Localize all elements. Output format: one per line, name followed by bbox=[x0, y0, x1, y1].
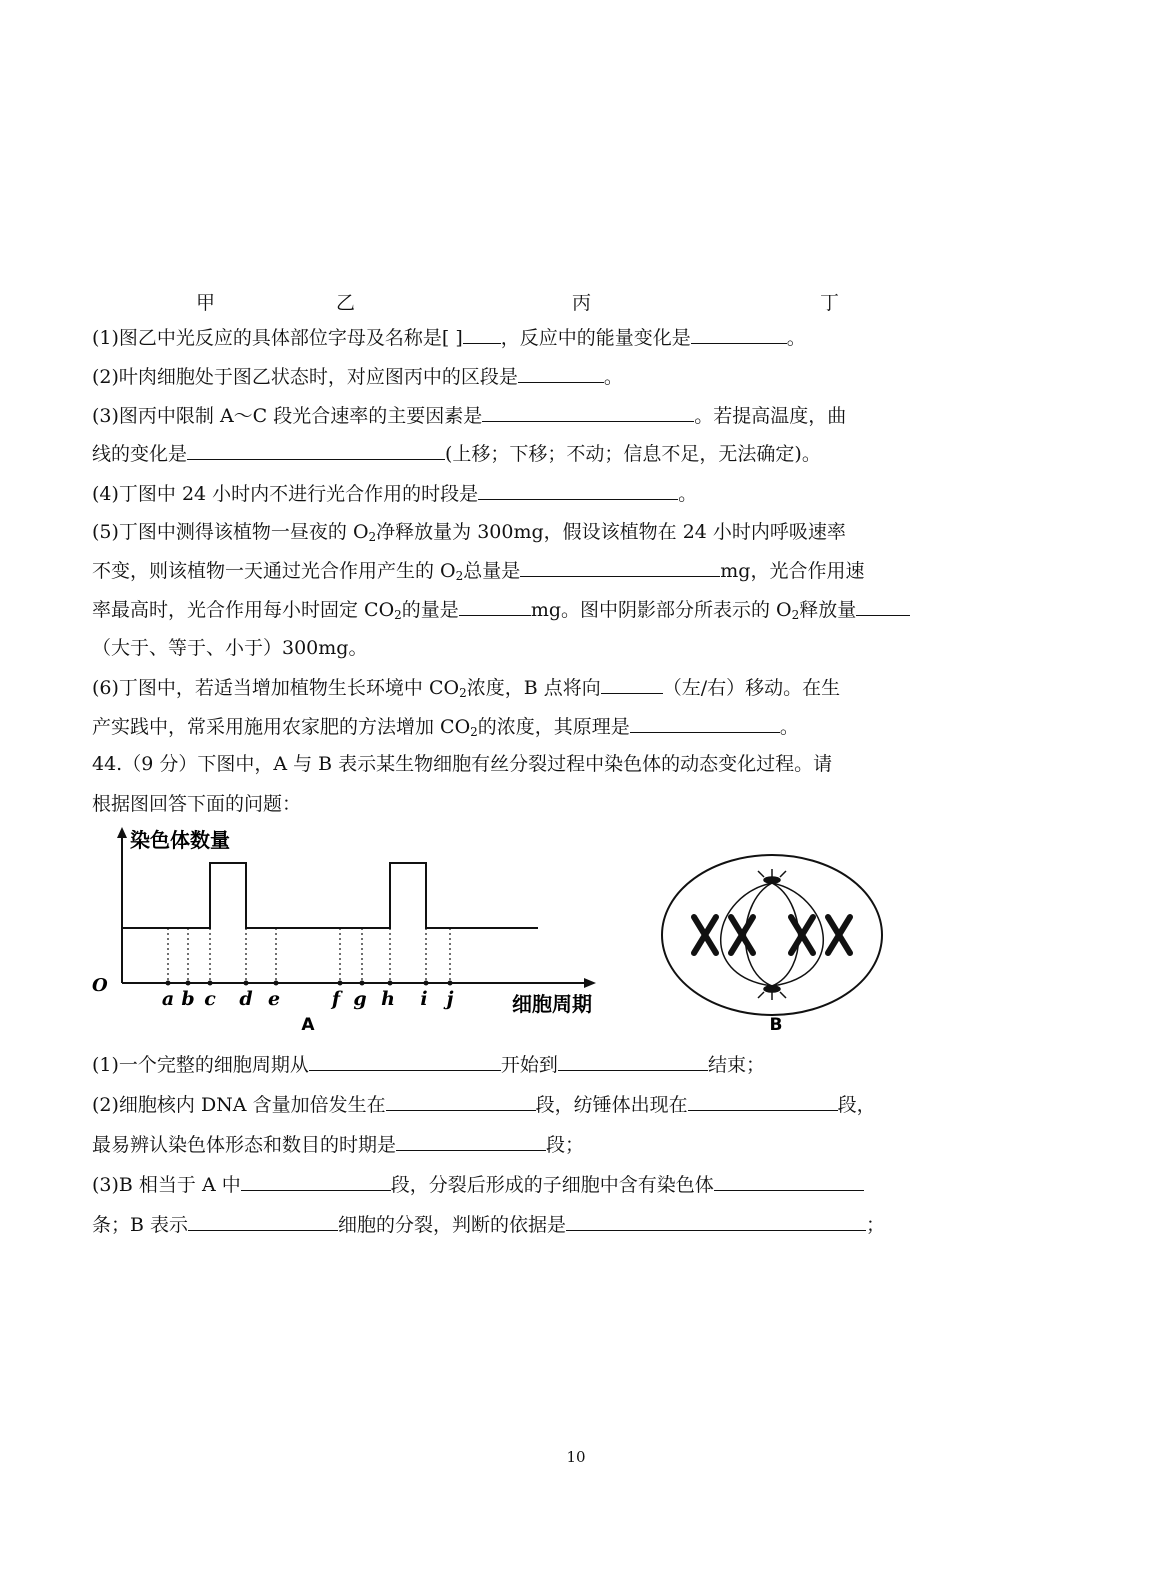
q43-line-5: (4)丁图中 24 小时内不进行光合作用的时段是 。 bbox=[92, 483, 698, 505]
point-label-f: f bbox=[331, 988, 341, 1010]
x-axis-label: 细胞周期 bbox=[512, 992, 592, 1016]
figure-b-caption: B bbox=[769, 1015, 783, 1035]
y-axis-label: 染色体数量 bbox=[130, 828, 230, 852]
point-label-e: e bbox=[267, 988, 281, 1010]
q44-line-4: (2)细胞核内 DNA 含量加倍发生在 段，纺锤体出现在 段， bbox=[92, 1094, 876, 1116]
q44-blank-2[interactable] bbox=[558, 1052, 708, 1071]
fig-label-jia: 甲 bbox=[196, 292, 216, 314]
fig-label-bing: 丙 bbox=[572, 292, 592, 314]
q43-blank-7[interactable] bbox=[520, 558, 720, 577]
q43-line-3: (3)图丙中限制 A～C 段光合速率的主要因素是 。若提高温度，曲 bbox=[92, 405, 847, 427]
q43-line-10: (6)丁图中，若适当增加植物生长环境中 $CO_2$浓度，B 点将向 （左/右）移动。在生 bbox=[92, 677, 841, 700]
q43-line-6: (5)丁图中测得该植物一昼夜的 $O_2$净释放量为 300mg，假设该植物在 24 小时内呼吸速率 bbox=[92, 521, 846, 544]
q43-line-7: 不变，则该植物一天通过光合作用产生的 $O_2$总量是 mg，光合作用速 bbox=[92, 560, 865, 583]
chromosome-curve bbox=[122, 863, 538, 928]
q43-blank-5[interactable] bbox=[187, 441, 445, 460]
q43-blank-10[interactable] bbox=[601, 675, 663, 694]
point-label-j: j bbox=[446, 988, 454, 1010]
q44-blank-7[interactable] bbox=[714, 1172, 864, 1191]
q43-line-9: （大于、等于、小于）300mg。 bbox=[92, 637, 368, 659]
point-label-g: g bbox=[353, 988, 367, 1010]
page-number: 10 bbox=[566, 1448, 586, 1466]
point-label-c: c bbox=[204, 988, 216, 1010]
y-axis-arrow bbox=[117, 827, 127, 838]
q44-blank-5[interactable] bbox=[396, 1132, 546, 1151]
q43-line-2: (2)叶肉细胞处于图乙状态时，对应图丙中的区段是 。 bbox=[92, 366, 623, 388]
q43-blank-11[interactable] bbox=[630, 714, 780, 733]
spindle-fibers bbox=[721, 883, 824, 986]
q44-line-1: 44.（9 分）下图中，A 与 B 表示某生物细胞有丝分裂过程中染色体的动态变化过程。请 bbox=[92, 753, 833, 775]
q43-blank-3[interactable] bbox=[518, 364, 604, 383]
q43-line-8: 率最高时，光合作用每小时固定 $CO_2$的量是 mg。图中阴影部分所表示的 $O_2$释放量 bbox=[92, 597, 910, 627]
fig-label-ding: 丁 bbox=[820, 292, 840, 314]
q44-line-2: 根据图回答下面的问题： bbox=[92, 793, 302, 815]
figure-b-cell-diagram bbox=[654, 825, 894, 1035]
figure-a-chromosome-graph bbox=[88, 825, 648, 1035]
q44-blank-3[interactable] bbox=[386, 1092, 536, 1111]
q44-blank-4[interactable] bbox=[688, 1092, 838, 1111]
q43-blank-4[interactable] bbox=[482, 403, 694, 422]
point-label-i: i bbox=[420, 988, 428, 1010]
origin-label: O bbox=[92, 975, 108, 996]
q43-blank-1[interactable] bbox=[463, 325, 501, 344]
q44-blank-9[interactable] bbox=[566, 1212, 866, 1231]
q44-line-6: (3)B 相当于 A 中 段，分裂后形成的子细胞中含有染色体 bbox=[92, 1172, 864, 1197]
chromosomes bbox=[694, 917, 850, 953]
q43-blank-2[interactable] bbox=[691, 325, 787, 344]
q44-blank-6[interactable] bbox=[241, 1172, 391, 1191]
q43-line-4: 线的变化是 (上移；下移；不动；信息不足，无法确定)。 bbox=[92, 443, 821, 465]
q44-line-3: (1)一个完整的细胞周期从 开始到 结束； bbox=[92, 1054, 765, 1076]
q44-blank-1[interactable] bbox=[309, 1052, 501, 1071]
dotted-guides bbox=[168, 928, 450, 983]
q44-line-5: 最易辨认染色体形态和数目的时期是 段； bbox=[92, 1134, 585, 1156]
point-label-d: d bbox=[239, 988, 253, 1010]
q44-blank-8[interactable] bbox=[188, 1212, 338, 1231]
point-label-b: b bbox=[181, 988, 195, 1010]
q43-blank-8[interactable] bbox=[459, 597, 531, 616]
q43-line-1: (1)图乙中光反应的具体部位字母及名称是[ ] ，反应中的能量变化是 。 bbox=[92, 327, 806, 349]
q44-line-7: 条；B 表示 细胞的分裂，判断的依据是 ； bbox=[92, 1214, 886, 1236]
q43-blank-9[interactable] bbox=[856, 597, 910, 616]
x-axis-arrow bbox=[584, 978, 596, 988]
figure-a-caption: A bbox=[301, 1015, 315, 1035]
fig-label-yi: 乙 bbox=[336, 292, 356, 314]
point-label-a: a bbox=[161, 988, 175, 1010]
q43-line-11: 产实践中，常采用施用农家肥的方法增加 $CO_2$的浓度，其原理是 。 bbox=[92, 716, 799, 739]
centrosome-bottom bbox=[758, 986, 786, 1000]
q43-blank-6[interactable] bbox=[478, 481, 678, 500]
point-label-h: h bbox=[381, 988, 395, 1010]
centrosome-top bbox=[758, 869, 786, 883]
